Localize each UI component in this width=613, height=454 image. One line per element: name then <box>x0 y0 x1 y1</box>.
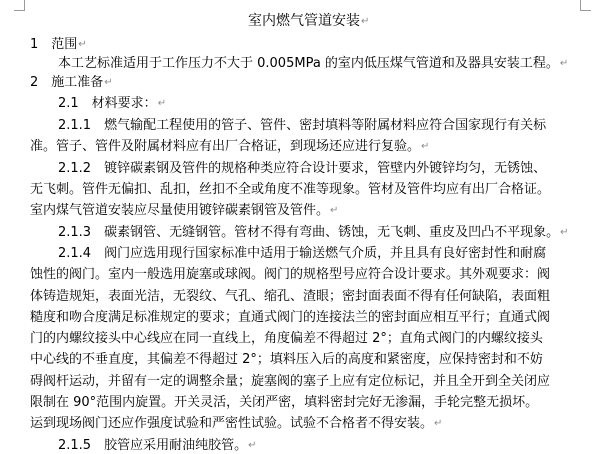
paragraph-line: 门的内螺纹接头中心线应在同一直线上，角度偏差不得超过 2°；直角式阀门的内螺纹接头 <box>30 331 543 346</box>
paragraph-line: 无飞刺。管件无偏扣、乱扣，丝扣不全或角度不准等现象。管材及管件均应有出厂合格证。 <box>30 182 551 197</box>
paragraph-line: 2.1.2 镀锌碳素钢及管件的规格种类应符合设计要求，管壁内外镀锌均匀，无锈蚀、 <box>58 161 547 176</box>
paragraph-mark-icon: ↵ <box>560 227 569 238</box>
section-heading: 2 施工准备↵ <box>30 75 113 90</box>
paragraph-mark-icon: ↵ <box>330 205 339 216</box>
subsection-heading: 2.1.5 胶管应采用耐油纯胶管。↵ <box>58 438 257 453</box>
paragraph-mark-icon: ↵ <box>78 39 87 50</box>
paragraph-line: 准。管子、管件及附属材料应有出厂合格证，到现场还应进行复验。↵ <box>30 139 430 154</box>
paragraph-mark-icon: ↵ <box>559 58 569 69</box>
paragraph-line: 运到现场阀门还应作强度试验和严密性试验。试验不合格者不得安装。↵ <box>30 416 443 431</box>
document-title <box>248 12 369 31</box>
paragraph-mark-icon: ↵ <box>157 98 167 109</box>
paragraph-line: 本工艺标准适用于工作压力不大于 0.005MPa 的室内低压煤气管道和及器具安装工程。↵ <box>58 56 569 71</box>
margin-corner-mark <box>580 0 591 11</box>
paragraph-line: 中心线的不垂直度，其偏差不得超过 2°；填料压入后的高度和紧密度，应保持密封和不妨 <box>30 352 543 367</box>
paragraph-mark-icon: ↵ <box>361 16 370 27</box>
paragraph-line: 2.1.4 阀门应选用现行国家标准中适用于输送燃气介质，并且具有良好密封性和耐腐 <box>58 246 547 261</box>
section-heading: 1 范围↵ <box>30 37 87 52</box>
paragraph-mark-icon: ↵ <box>248 440 257 451</box>
paragraph-line: 糙度和吻合度满足标准规定的要求；直通式阀门的连接法兰的密封面应相互平行；直通式阀 <box>30 310 551 325</box>
paragraph-line: 限制在 90°范围内旋置。开关灵活，关闭严密，填料密封完好无渗漏，手轮完整无损坏。 <box>30 395 539 410</box>
paragraph-line: 体铸造规矩，表面光洁，无裂纹、气孔、缩孔、渣眼；密封面表面不得有任何缺陷，表面粗 <box>30 289 551 304</box>
subsection-heading: 2.1 材料要求：↵ <box>58 96 167 111</box>
paragraph-line: 蚀性的阀门。室内一般选用旋塞或球阀。阀门的规格型号应符合设计要求。其外观要求：阀 <box>30 267 551 282</box>
paragraph-line: 2.1.3 碳素钢管、无缝钢管。管材不得有弯曲、锈蚀，无飞刺、重皮及凹凸不平现象。↵ <box>58 225 569 240</box>
title-text: 室内燃气管道安装 <box>248 13 360 29</box>
paragraph-line: 2.1.1 燃气输配工程使用的管子、管件、密封填料等附属材料应符合国家现行有关标 <box>58 118 547 133</box>
paragraph-line: 碍阀杆运动，并留有一定的调整余量；旋塞阀的塞子上应有定位标记，并且全开到全关闭应 <box>30 374 551 389</box>
paragraph-mark-icon: ↵ <box>104 77 113 88</box>
paragraph-line: 室内煤气管道安装应尽量使用镀锌碳素钢管及管件。↵ <box>30 203 339 218</box>
paragraph-mark-icon: ↵ <box>434 418 443 429</box>
paragraph-mark-icon: ↵ <box>421 141 430 152</box>
margin-corner-mark <box>14 0 25 11</box>
